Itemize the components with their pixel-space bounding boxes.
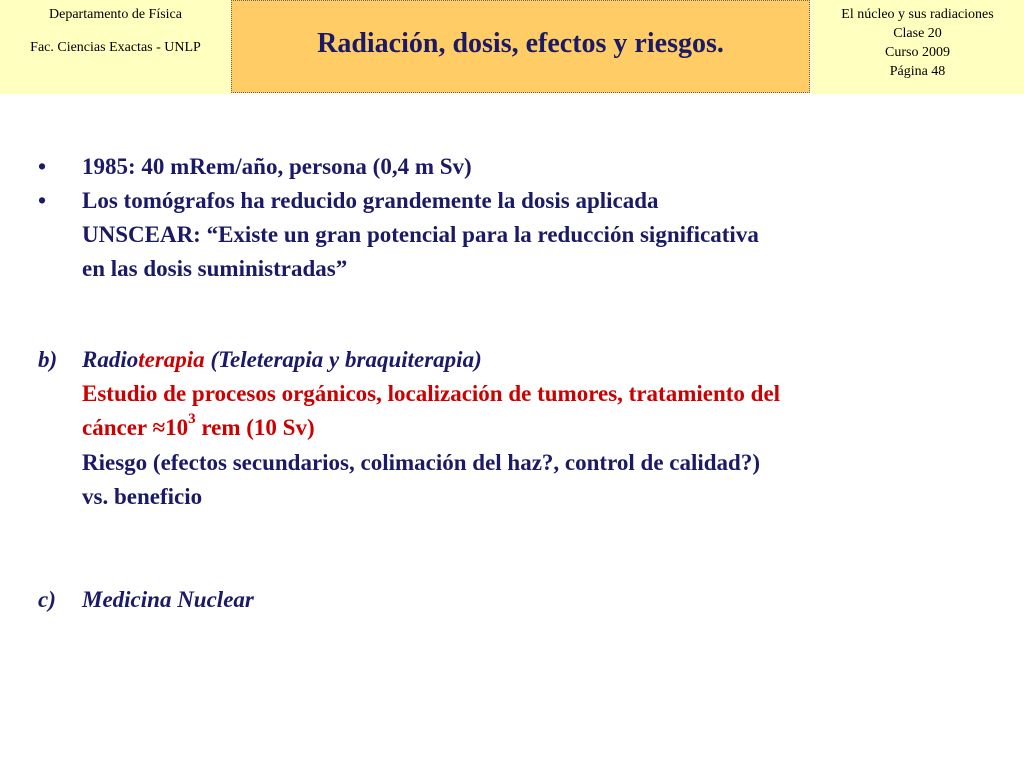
- section-c-marker: c): [38, 587, 56, 612]
- dose-exponent: 3: [188, 411, 196, 428]
- slide-title: Radiación, dosis, efectos y riesgos.: [317, 28, 724, 59]
- cancer-dose-suffix: rem (10 Sv): [195, 415, 315, 440]
- unscear-quote-line2: en las dosis suministradas”: [82, 256, 348, 281]
- bullet-marker: •: [38, 188, 47, 213]
- heading-radio: Radio: [82, 347, 139, 372]
- section-b-heading: [82, 343, 482, 376]
- bullet-text-tomographs: Los tomógrafos ha reducido grandemente la dosis aplicada: [82, 188, 659, 213]
- study-line-1: Estudio de procesos orgánicos, localización de tumores, tratamiento del: [82, 381, 781, 406]
- course-name: El núcleo y sus radiaciones: [841, 7, 994, 22]
- study-line-2: [82, 411, 315, 444]
- course-year: Curso 2009: [885, 45, 950, 60]
- faculty-label: Fac. Ciencias Exactas - UNLP: [30, 40, 201, 55]
- bullet-text-dose-1985: 1985: 40 mRem/año, persona (0,4 m Sv): [82, 154, 472, 179]
- bullet-marker: •: [38, 154, 47, 179]
- heading-paren-open: (: [204, 347, 219, 372]
- risk-line-2: vs. beneficio: [82, 484, 203, 509]
- section-b-marker: b): [38, 347, 58, 372]
- risk-line-1: Riesgo (efectos secundarios, colimación del haz?, control de calidad?): [82, 450, 761, 475]
- heading-terapia: terapia: [138, 347, 205, 372]
- section-c-heading: Medicina Nuclear: [82, 587, 254, 612]
- cancer-dose-prefix: cáncer ≈10: [82, 415, 189, 440]
- heading-teleterapia: Teleterapia y braquiterapia: [218, 347, 475, 372]
- unscear-quote-line1: UNSCEAR: “Existe un gran potencial para la reducción significativa: [82, 222, 759, 247]
- department-label: Departamento de Física: [49, 7, 182, 22]
- page-number: Página 48: [889, 64, 946, 79]
- heading-paren-close: ): [474, 347, 482, 372]
- class-number: Clase 20: [893, 26, 942, 41]
